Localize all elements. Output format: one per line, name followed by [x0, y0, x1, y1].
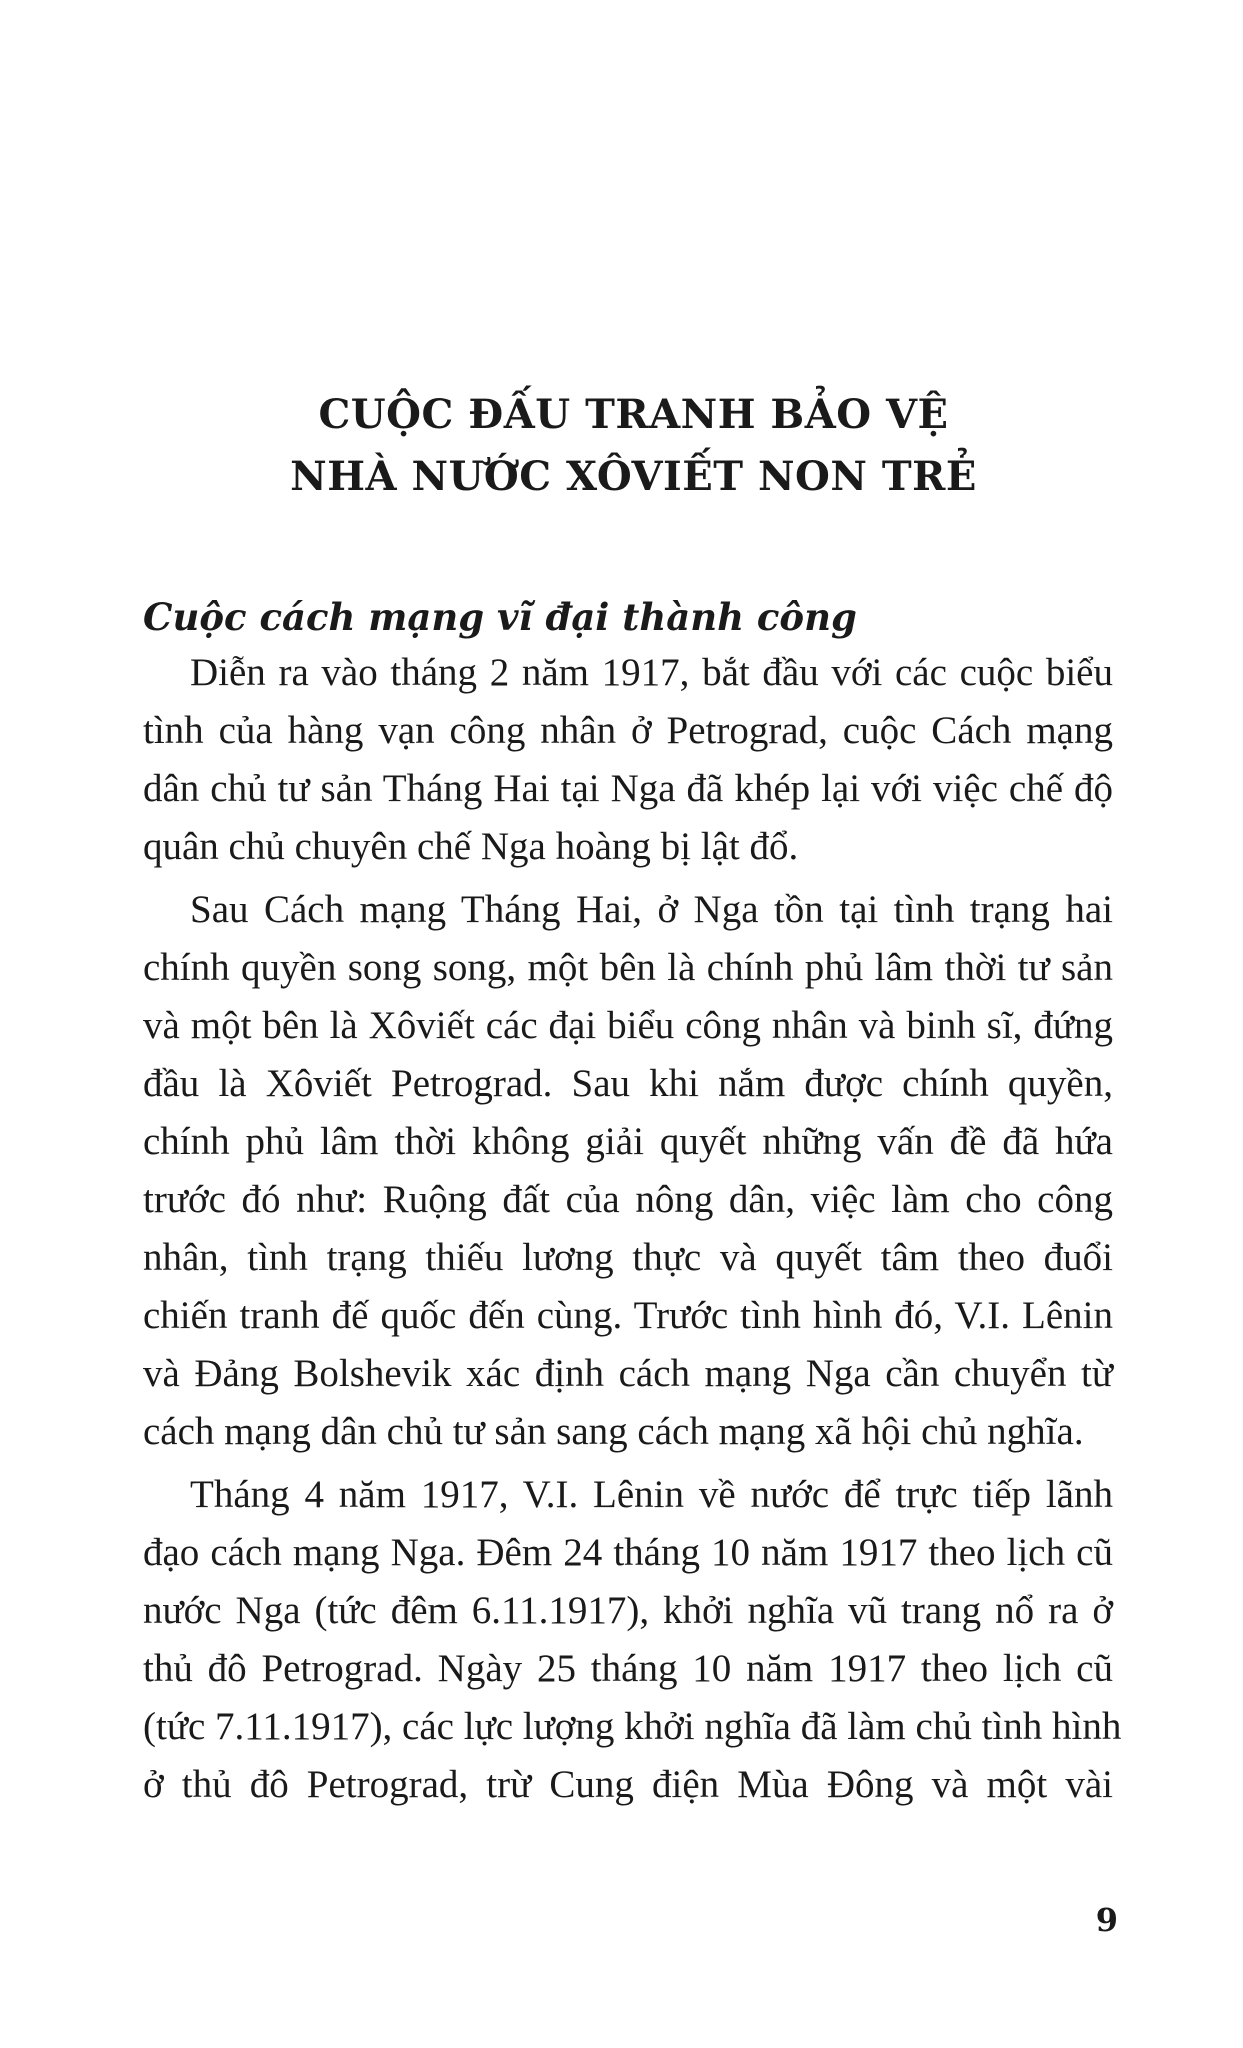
paragraph-2-line-7: nhân, tình trạng thiếu lương thực và quyết tâm theo đuổi: [143, 1236, 1113, 1279]
paragraph-2-line-4: đầu là Xôviết Petrograd. Sau khi nắm được chính quyền,: [143, 1062, 1113, 1105]
paragraph-2-line-8: chiến tranh đế quốc đến cùng. Trước tình hình đó, V.I. Lênin: [143, 1294, 1113, 1337]
section-heading: Cuộc cách mạng vĩ đại thành công: [143, 595, 857, 639]
paragraph-3-line-1: Tháng 4 năm 1917, V.I. Lênin về nước để trực tiếp lãnh: [190, 1473, 1113, 1516]
paragraph-2-line-6: trước đó như: Ruộng đất của nông dân, việc làm cho công: [143, 1178, 1113, 1221]
paragraph-3-line-5: (tức 7.11.1917), các lực lượng khởi nghĩa đã làm chủ tình hình: [143, 1705, 1122, 1748]
paragraph-1-line-3: dân chủ tư sản Tháng Hai tại Nga đã khép lại với việc chế độ: [143, 767, 1113, 810]
paragraph-3-line-6: ở thủ đô Petrograd, trừ Cung điện Mùa Đông và một vài: [143, 1763, 1113, 1806]
paragraph-3-line-4: thủ đô Petrograd. Ngày 25 tháng 10 năm 1917 theo lịch cũ: [143, 1647, 1113, 1690]
paragraph-1-line-2: tình của hàng vạn công nhân ở Petrograd, cuộc Cách mạng: [143, 709, 1113, 752]
paragraph-2-line-2: chính quyền song song, một bên là chính phủ lâm thời tư sản: [143, 946, 1113, 989]
paragraph-3-line-2: đạo cách mạng Nga. Đêm 24 tháng 10 năm 1917 theo lịch cũ: [143, 1531, 1113, 1574]
paragraph-2-line-5: chính phủ lâm thời không giải quyết những vấn đề đã hứa: [143, 1120, 1113, 1163]
paragraph-1-line-4: quân chủ chuyên chế Nga hoàng bị lật đổ.: [143, 825, 799, 868]
chapter-title-line-1: CUỘC ĐẤU TRANH BẢO VỆ: [318, 391, 949, 438]
page-number: 9: [1095, 1901, 1118, 1939]
paragraph-2-line-9: và Đảng Bolshevik xác định cách mạng Nga cần chuyển từ: [143, 1352, 1113, 1395]
chapter-title-line-2: NHÀ NƯỚC XÔVIẾT NON TRẺ: [290, 453, 977, 500]
paragraph-1-line-1: Diễn ra vào tháng 2 năm 1917, bắt đầu với các cuộc biểu: [190, 651, 1113, 694]
paragraph-2-line-3: và một bên là Xôviết các đại biểu công nhân và binh sĩ, đứng: [143, 1004, 1113, 1047]
paragraph-2-line-10: cách mạng dân chủ tư sản sang cách mạng xã hội chủ nghĩa.: [143, 1410, 1084, 1453]
paragraph-2-line-1: Sau Cách mạng Tháng Hai, ở Nga tồn tại tình trạng hai: [190, 888, 1113, 931]
paragraph-3-line-3: nước Nga (tức đêm 6.11.1917), khởi nghĩa vũ trang nổ ra ở: [143, 1589, 1113, 1632]
